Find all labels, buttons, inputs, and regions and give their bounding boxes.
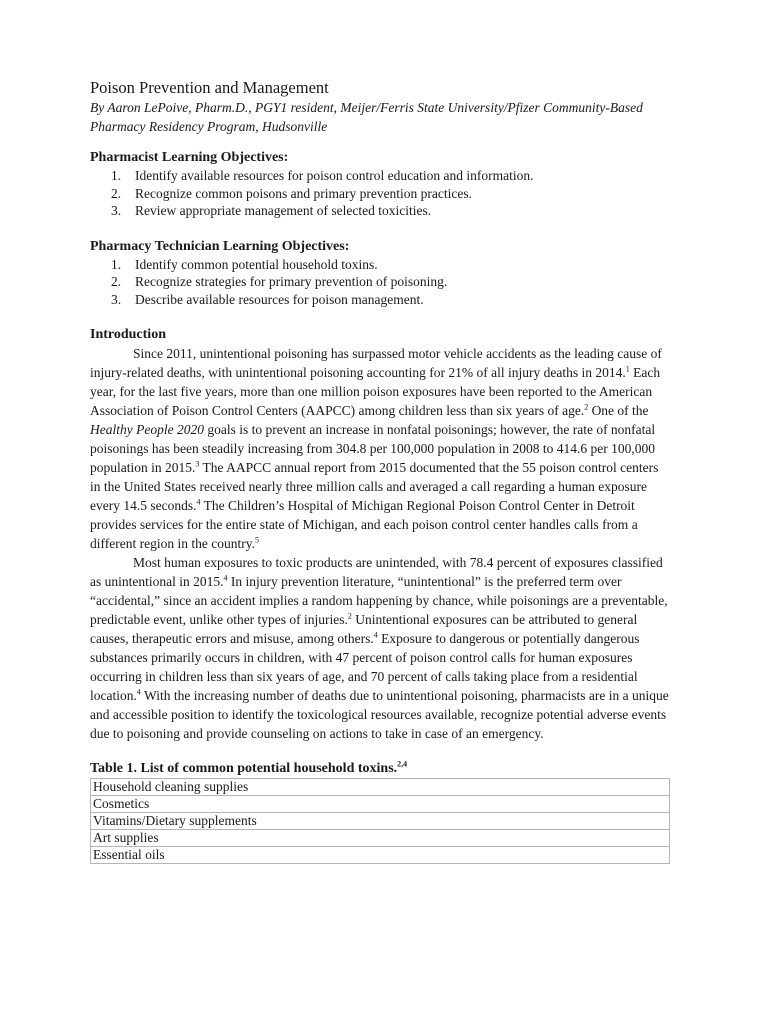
- author-byline: By Aaron LePoive, Pharm.D., PGY1 resident, Meijer/Ferris State University/Pfizer Community-Based Pharmacy Residency Program, Hudsonville: [90, 100, 643, 134]
- list-item: [90, 167, 672, 185]
- sentence: Each year, for the last five years, more than one million poison exposures have been reported to the American Association of Poison Control Centers (AAPCC) among children less than six years of age.: [90, 365, 661, 418]
- household-toxins-table: [90, 778, 670, 864]
- table-cell: Household cleaning supplies: [91, 779, 670, 796]
- citation-ref: 3: [195, 459, 200, 469]
- sentence: The Children’s Hospital of Michigan Regional Poison Control Center in Detroit provides services for the entire state of Michigan, and each poison control center handles calls from a different region in the country.: [90, 498, 638, 551]
- introduction-paragraph-2: [90, 553, 672, 743]
- citation-ref: 4: [223, 573, 228, 583]
- italic-title: Healthy People 2020: [90, 422, 204, 437]
- table-cell: Art supplies: [91, 830, 670, 847]
- list-item-text: Recognize strategies for primary prevention of poisoning.: [135, 274, 448, 289]
- citation-ref: 4: [373, 630, 378, 640]
- list-item: [90, 291, 672, 309]
- list-item-text: Identify available resources for poison control education and information.: [135, 168, 534, 183]
- list-item: [90, 185, 672, 203]
- table-cell: Cosmetics: [91, 796, 670, 813]
- technician-objectives-heading: Pharmacy Technician Learning Objectives:: [90, 238, 350, 254]
- table-cell: Essential oils: [91, 847, 670, 864]
- sentence: The AAPCC annual report from 2015 documented that the 55 poison control centers in the United States received nearly three million calls and averaged a call regarding a human exposure every 14.5 seconds.: [90, 460, 659, 513]
- introduction-heading: Introduction: [90, 327, 166, 342]
- table-caption-text: Table 1. List of common potential household toxins.: [90, 761, 398, 776]
- sentence: One of the: [588, 403, 649, 418]
- sentence: Most human exposures to toxic products are unintended, with 78.4 percent of exposures classified as unintentional in 2015.: [90, 555, 663, 589]
- technician-objectives-list: [90, 256, 672, 309]
- sentence: Unintentional exposures can be attributed to general causes, therapeutic errors and misuse, among others.: [90, 612, 638, 646]
- sentence: With the increasing number of deaths due to unintentional poisoning, pharmacists are in a unique and accessible position to identify the toxicological resources available, recognize potential adverse events due to poisoning and provide counseling on actions to take in case of an emergency.: [90, 688, 669, 741]
- pharmacist-objectives-heading: Pharmacist Learning Objectives:: [90, 150, 289, 165]
- sentence: Exposure to dangerous or potentially dangerous substances primarily occurs in children, with 47 percent of poison control calls for human exposures occurring in children less than six years of age, and 70 percent of calls taking place from a residential location.: [90, 631, 640, 703]
- citation-ref: 4: [136, 687, 141, 697]
- sentence: Since 2011, unintentional poisoning has surpassed motor vehicle accidents as the leading cause of injury-related deaths, with unintentional poisoning accounting for 21% of all injury deaths in 2014.: [90, 346, 662, 380]
- page-title: Poison Prevention and Management: [90, 78, 329, 97]
- table-cell: Vitamins/Dietary supplements: [91, 813, 670, 830]
- table-row: [91, 813, 670, 830]
- list-item-number: 1.: [111, 256, 122, 272]
- list-item: [90, 202, 672, 220]
- document-page: [90, 78, 672, 864]
- list-item-number: 1.: [111, 168, 122, 183]
- citation-ref: 2: [584, 402, 589, 412]
- table-row: [91, 830, 670, 847]
- citation-ref: 5: [254, 535, 259, 545]
- sentence: goals is to prevent an increase in nonfatal poisonings; however, the rate of nonfatal poisonings has been steadily increasing from 304.8 per 100,000 population in 2008 to 414.6 per 100,000 population in 2015.: [90, 422, 656, 475]
- list-item-text: Describe available resources for poison management.: [135, 291, 424, 307]
- citation-ref: 2,4: [397, 759, 408, 769]
- table-row: [91, 847, 670, 864]
- table-row: [91, 779, 670, 796]
- list-item-number: 2.: [111, 185, 122, 201]
- list-item-text: Review appropriate management of selected toxicities.: [135, 203, 432, 218]
- table-caption: [90, 760, 672, 778]
- sentence: In injury prevention literature, “unintentional” is the preferred term over “accidental,” since an accident implies a random happening by chance, while poisonings are a preventable, predictable event, unlike other types of injuries.: [90, 574, 668, 627]
- introduction-paragraph-1: [90, 344, 672, 553]
- technician-objectives-section: [90, 238, 672, 309]
- list-item-number: 3.: [111, 291, 122, 307]
- pharmacist-objectives-section: [90, 149, 672, 220]
- citation-ref: 1: [625, 364, 630, 374]
- citation-ref: 2: [347, 611, 352, 621]
- table-row: [91, 796, 670, 813]
- pharmacist-objectives-list: [90, 167, 672, 220]
- citation-ref: 4: [196, 497, 201, 507]
- list-item: [90, 273, 672, 291]
- list-item-number: 3.: [111, 203, 122, 218]
- list-item-text: Recognize common poisons and primary prevention practices.: [135, 185, 473, 201]
- list-item-number: 2.: [111, 274, 122, 289]
- list-item-text: Identify common potential household toxins.: [135, 256, 378, 272]
- list-item: [90, 256, 672, 274]
